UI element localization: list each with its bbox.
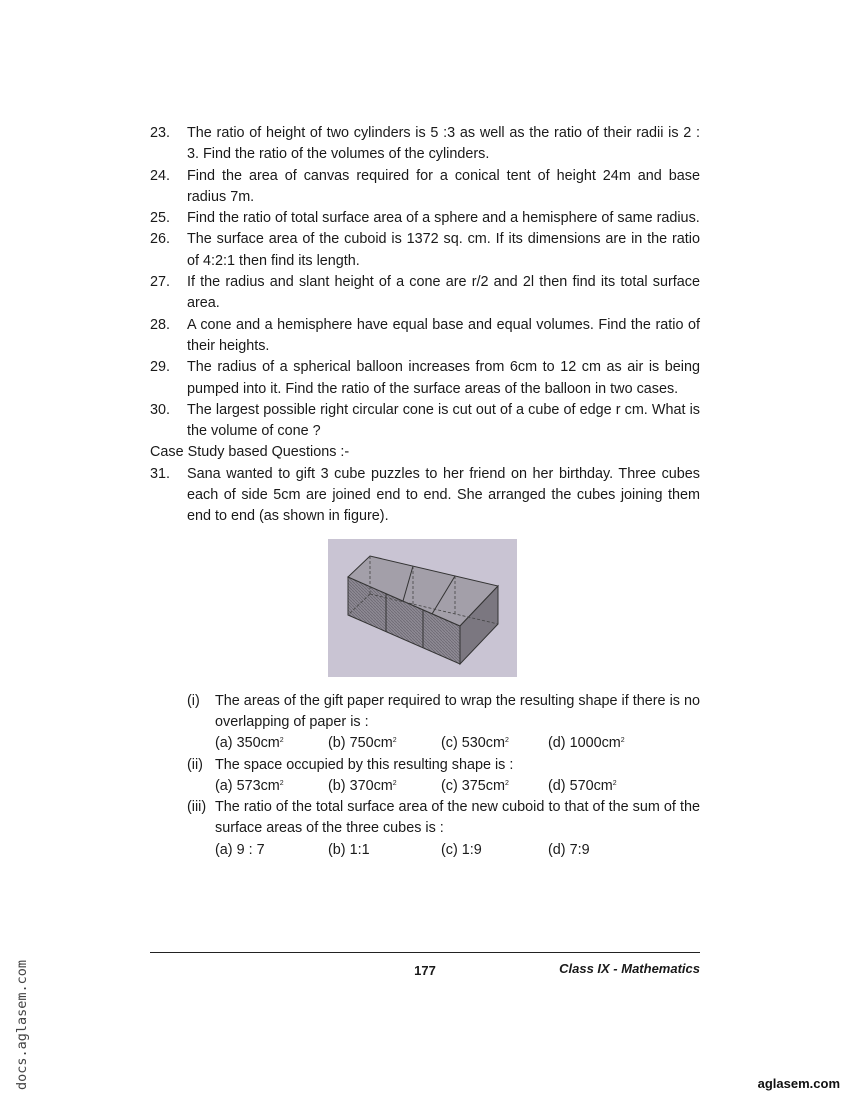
question-23 [150,123,700,166]
option-d: (d) $1000cm^2$ [548,735,625,752]
three-cubes-figure [328,539,517,677]
question-number: 23. [150,125,171,141]
question-31 [150,464,700,528]
subquestion-i [187,691,700,734]
question-number: 31. [150,465,171,482]
footer-title: Class IX - Mathematics [559,961,700,976]
question-28 [150,315,700,358]
option-c: (c) $375cm^2$ [441,777,509,794]
option-d: (d) $570cm^2$ [548,777,617,794]
subquestion-number: (ii) [187,756,203,773]
subquestion-ii [187,755,700,776]
question-30 [150,400,700,443]
question-number: 28. [150,316,171,333]
question-24 [150,166,700,209]
subquestion-text: The ratio of the total surface area of the new cuboid to that of the sum of the surface areas of the three cubes is : [215,799,700,837]
option-a: (a) 9 : 7 [215,841,265,858]
subquestion-iii [187,797,700,840]
question-number: 29. [150,359,171,376]
watermark: docs.aglasem.com [14,959,30,1090]
question-27 [150,272,700,315]
subquestion-number: (iii) [187,799,207,816]
option-b: (b) $750cm^2$ [328,735,397,752]
question-text: The ratio of height of two cylinders is 5 :3 as well as the ratio of their radii is 2 : 3. Find the ratio of the volumes of the cylinders. [187,125,700,163]
option-b: (b) $370cm^2$ [328,777,397,794]
question-number: 26. [150,231,171,248]
case-study-heading: Case Study based Questions :- [150,444,350,461]
options-row [215,776,700,797]
question-25 [150,208,700,229]
question-text: If the radius and slant height of a cone are r/2 and 2l then find its total surface area. [187,274,700,312]
option-a: (a) $573cm^2$ [215,777,284,794]
question-list [150,123,700,861]
subquestion-text: The space occupied by this resulting shape is : [215,756,514,773]
question-text: Sana wanted to gift 3 cube puzzles to her friend on her birthday. Three cubes each of side 5cm are joined end to end. She arranged the cubes joining them end to end (as shown in figure). [187,465,700,525]
subquestion-text: The areas of the gift paper required to wrap the resulting shape if there is no overlapping of paper is : [215,692,700,730]
question-number: 27. [150,274,171,291]
question-number: 25. [150,210,171,227]
subquestion-list [187,691,700,861]
site-name: aglasem.com [757,1076,840,1091]
option-b: (b) 1:1 [328,841,370,858]
question-text: The radius of a spherical balloon increases from 6cm to 12 cm as air is being pumped into it. Find the ratio of the surface areas of the balloon in two cases. [187,359,700,397]
question-text: Find the area of canvas required for a conical tent of height 24m and base radius 7m. [187,167,700,205]
question-number: 24. [150,167,171,184]
question-29 [150,357,700,400]
question-26 [150,229,700,272]
three-cubes-icon [328,539,517,677]
question-text: The largest possible right circular cone is cut out of a cube of edge r cm. What is the volume of cone ? [187,401,700,440]
page-number: 177 [414,963,436,978]
question-text: The surface area of the cuboid is 1372 sq. cm. If its dimensions are in the ratio of 4:2:1 then find its length. [187,231,700,269]
question-text: A cone and a hemisphere have equal base and equal volumes. Find the ratio of their heights. [187,316,700,354]
option-a: (a) $350cm^2$ [215,735,284,752]
option-c: (c) 1:9 [441,841,482,858]
question-number: 30. [150,401,171,418]
question-text: Find the ratio of total surface area of a sphere and a hemisphere of same radius. [187,210,700,227]
options-row [215,840,700,861]
options-row [215,733,700,754]
option-c: (c) $530cm^2$ [441,735,509,752]
option-d: (d) 7:9 [548,841,590,858]
footer-divider [150,952,700,953]
subquestion-number: (i) [187,692,200,709]
